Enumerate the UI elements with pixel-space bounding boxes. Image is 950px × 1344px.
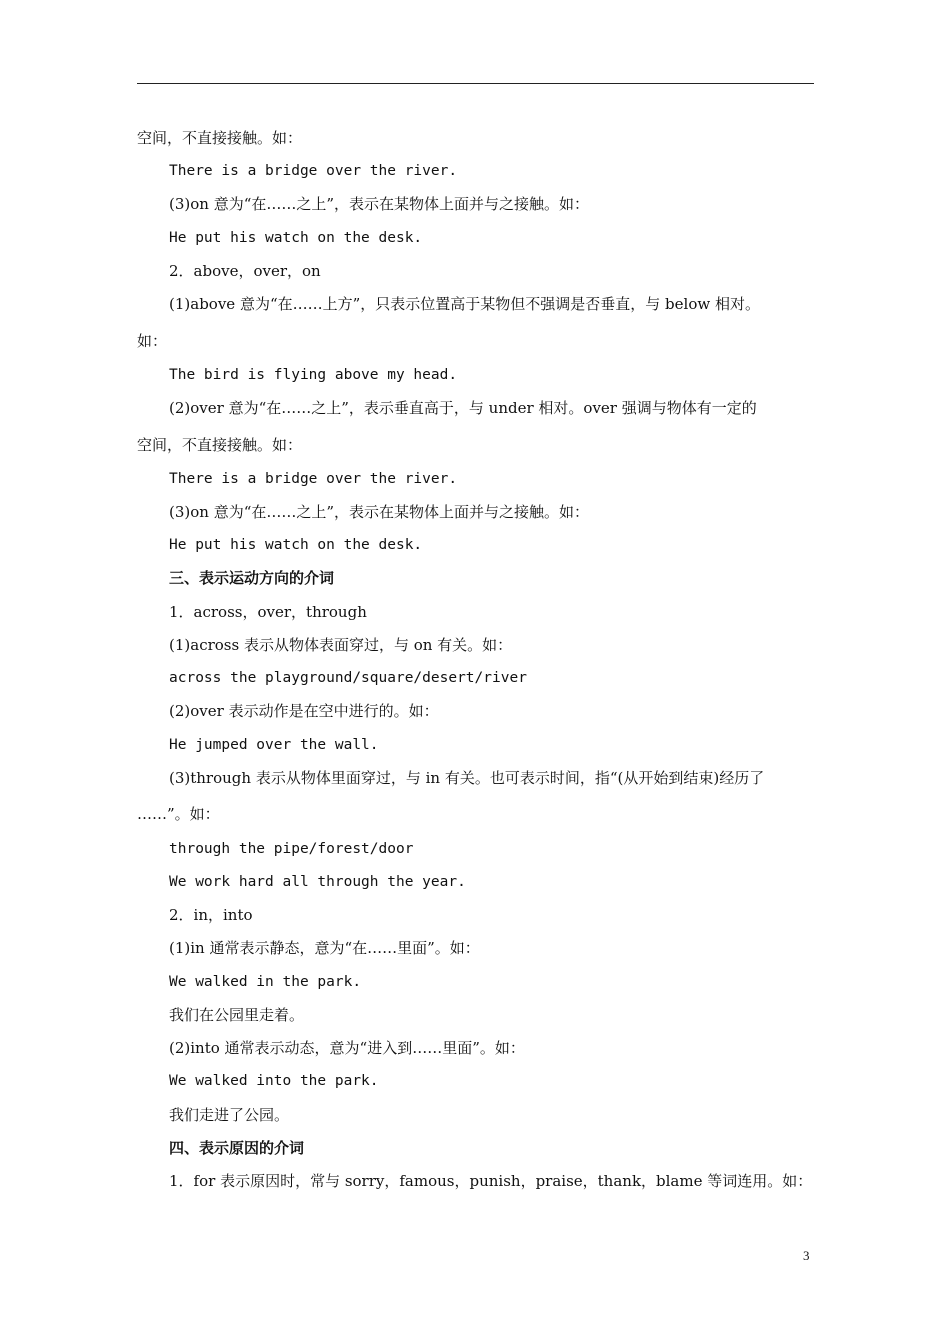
example-sentence: He put his watch on the desk. — [169, 537, 423, 553]
text-line: (2)into 通常表示动态，意为“进入到……里面”。如： — [169, 1039, 525, 1057]
text-line: (3)on 意为“在……之上”，表示在某物体上面并与之接触。如： — [169, 503, 590, 521]
text-line: 空间，不直接接触。如： — [137, 436, 303, 454]
example-sentence: through the pipe/forest/door — [169, 841, 414, 857]
example-sentence: He put his watch on the desk. — [169, 230, 423, 246]
text-line: (3)on 意为“在……之上”，表示在某物体上面并与之接触。如： — [169, 195, 590, 213]
example-sentence: We walked in the park. — [169, 974, 362, 990]
text-line: (2)over 表示动作是在空中进行的。如： — [169, 702, 439, 720]
example-sentence: The bird is flying above my head. — [169, 367, 458, 383]
list-heading: 2．above，over，on — [169, 262, 321, 280]
list-heading: 1．across，over，through — [169, 603, 367, 621]
page-number: 3 — [803, 1248, 810, 1263]
header-rule — [137, 83, 814, 84]
example-sentence: across the playground/square/desert/river — [169, 670, 527, 686]
text-line: ……”。如： — [137, 805, 220, 823]
translation-line: 我们在公园里走着。 — [169, 1006, 305, 1024]
example-sentence: He jumped over the wall. — [169, 737, 379, 753]
translation-line: 我们走进了公园。 — [169, 1106, 290, 1124]
list-heading: 2．in，into — [169, 906, 253, 924]
example-sentence: We work hard all through the year. — [169, 874, 466, 890]
example-sentence: There is a bridge over the river. — [169, 163, 458, 179]
section-heading: 四、表示原因的介词 — [169, 1139, 305, 1157]
text-line: (2)over 意为“在……之上”，表示垂直高于，与 under 相对。over 强调与物体有一定的 — [169, 399, 757, 417]
example-sentence: There is a bridge over the river. — [169, 471, 458, 487]
text-line: 如： — [137, 332, 168, 350]
text-line: (1)in 通常表示静态，意为“在……里面”。如： — [169, 939, 480, 957]
example-sentence: We walked into the park. — [169, 1073, 379, 1089]
section-heading: 三、表示运动方向的介词 — [169, 569, 335, 587]
text-line: (1)above 意为“在……上方”，只表示位置高于某物但不强调是否垂直，与 below 相对。 — [169, 295, 760, 313]
text-line: 1．for 表示原因时，常与 sorry，famous，punish，praise，thank，blame 等词连用。如： — [169, 1172, 813, 1190]
text-line: (3)through 表示从物体里面穿过，与 in 有关。也可表示时间，指“(从开始到结束)经历了 — [169, 769, 765, 787]
text-line: 空间，不直接接触。如： — [137, 129, 303, 147]
text-line: (1)across 表示从物体表面穿过，与 on 有关。如： — [169, 636, 513, 654]
